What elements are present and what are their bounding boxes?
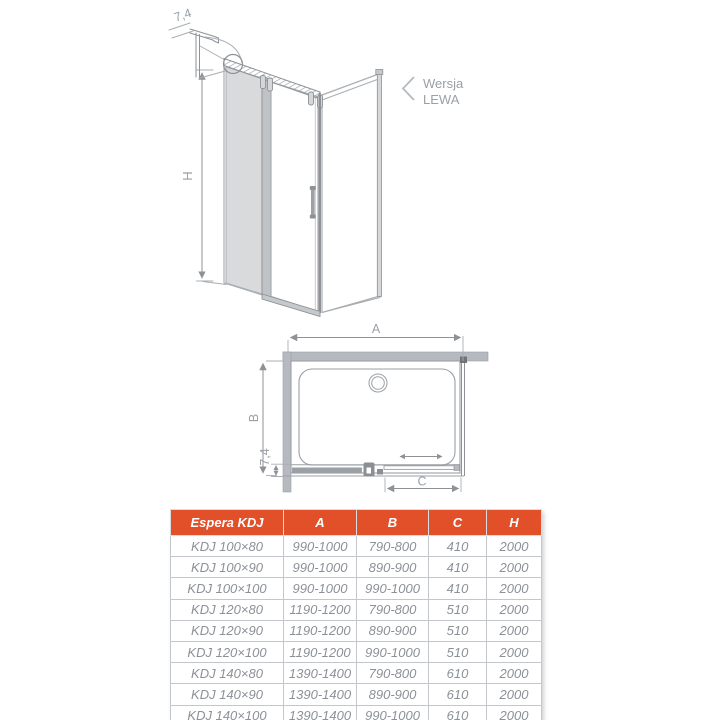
- model-cell: KDJ 120×80: [171, 599, 284, 620]
- value-cell: 790-800: [357, 599, 429, 620]
- value-cell: 2000: [487, 578, 542, 599]
- wall-profile: [377, 73, 381, 297]
- value-cell: 610: [429, 705, 487, 720]
- value-cell: 990-1000: [357, 641, 429, 662]
- spec-table-column-header: B: [357, 510, 429, 536]
- value-cell: 2000: [487, 536, 542, 557]
- isometric-view: [169, 6, 383, 317]
- table-row: [171, 663, 542, 684]
- spec-table-column-header: H: [487, 510, 542, 536]
- profile-dim-label: 7,4: [172, 5, 194, 25]
- model-cell: KDJ 140×100: [171, 705, 284, 720]
- dim-height-label: H: [180, 171, 195, 181]
- value-cell: 510: [429, 599, 487, 620]
- value-cell: 2000: [487, 684, 542, 705]
- spec-table-head-row: [171, 510, 542, 536]
- version-line2: LEWA: [423, 92, 460, 107]
- value-cell: 890-900: [357, 684, 429, 705]
- value-cell: 990-1000: [284, 578, 357, 599]
- model-cell: KDJ 120×90: [171, 620, 284, 641]
- plan-fixed-segment: [292, 468, 362, 473]
- table-row: [171, 578, 542, 599]
- value-cell: 2000: [487, 705, 542, 720]
- value-cell: 1190-1200: [284, 641, 357, 662]
- dim-c: [385, 475, 461, 493]
- wall-top: [283, 352, 488, 361]
- value-cell: 990-1000: [357, 705, 429, 720]
- spec-table-body: [171, 536, 542, 720]
- table-row: [171, 536, 542, 557]
- value-cell: 1390-1400: [284, 684, 357, 705]
- spec-table: [170, 509, 542, 720]
- door-handle: [311, 187, 315, 218]
- value-cell: 410: [429, 536, 487, 557]
- value-cell: 2000: [487, 620, 542, 641]
- table-row: [171, 641, 542, 662]
- dim-height: [180, 70, 226, 285]
- spec-table-column-header: C: [429, 510, 487, 536]
- junction-profile: [262, 77, 271, 298]
- value-cell: 510: [429, 641, 487, 662]
- value-cell: 890-900: [357, 620, 429, 641]
- table-row: [171, 557, 542, 578]
- value-cell: 2000: [487, 641, 542, 662]
- spec-table-title-cell: Espera KDJ: [171, 510, 284, 536]
- table-row: [171, 705, 542, 720]
- value-cell: 2000: [487, 663, 542, 684]
- version-line1: Wersja: [423, 76, 464, 91]
- value-cell: 510: [429, 620, 487, 641]
- model-cell: KDJ 100×100: [171, 578, 284, 599]
- value-cell: 990-1000: [284, 557, 357, 578]
- model-cell: KDJ 120×100: [171, 641, 284, 662]
- value-cell: 410: [429, 557, 487, 578]
- dim-b-label: B: [247, 413, 261, 423]
- model-cell: KDJ 140×80: [171, 663, 284, 684]
- table-row: [171, 684, 542, 705]
- wall-left: [283, 352, 291, 492]
- plan-view: [247, 322, 488, 492]
- dim-c-label: C: [417, 474, 427, 489]
- table-row: [171, 599, 542, 620]
- value-cell: 790-800: [357, 536, 429, 557]
- fixed-glass-panel: [226, 67, 262, 294]
- value-cell: 610: [429, 663, 487, 684]
- model-cell: KDJ 140×90: [171, 684, 284, 705]
- dim-a-label: A: [371, 322, 381, 336]
- value-cell: 2000: [487, 557, 542, 578]
- value-cell: 1190-1200: [284, 620, 357, 641]
- value-cell: 990-1000: [284, 536, 357, 557]
- value-cell: 890-900: [357, 557, 429, 578]
- plan-sliding-door: [384, 466, 459, 470]
- sliding-door: [271, 82, 318, 312]
- version-label: [403, 76, 464, 107]
- value-cell: 610: [429, 684, 487, 705]
- value-cell: 1390-1400: [284, 663, 357, 684]
- model-cell: KDJ 100×80: [171, 536, 284, 557]
- spec-table-column-header: A: [284, 510, 357, 536]
- model-cell: KDJ 100×90: [171, 557, 284, 578]
- value-cell: 1390-1400: [284, 705, 357, 720]
- dim-profile-plan-label: 7,4: [258, 448, 272, 466]
- value-cell: 1190-1200: [284, 599, 357, 620]
- side-panel: [322, 70, 383, 313]
- value-cell: 990-1000: [357, 578, 429, 599]
- chevron-left-icon: [403, 77, 414, 100]
- value-cell: 410: [429, 578, 487, 599]
- plan-side-panel: [460, 357, 467, 477]
- table-row: [171, 620, 542, 641]
- value-cell: 790-800: [357, 663, 429, 684]
- value-cell: 2000: [487, 599, 542, 620]
